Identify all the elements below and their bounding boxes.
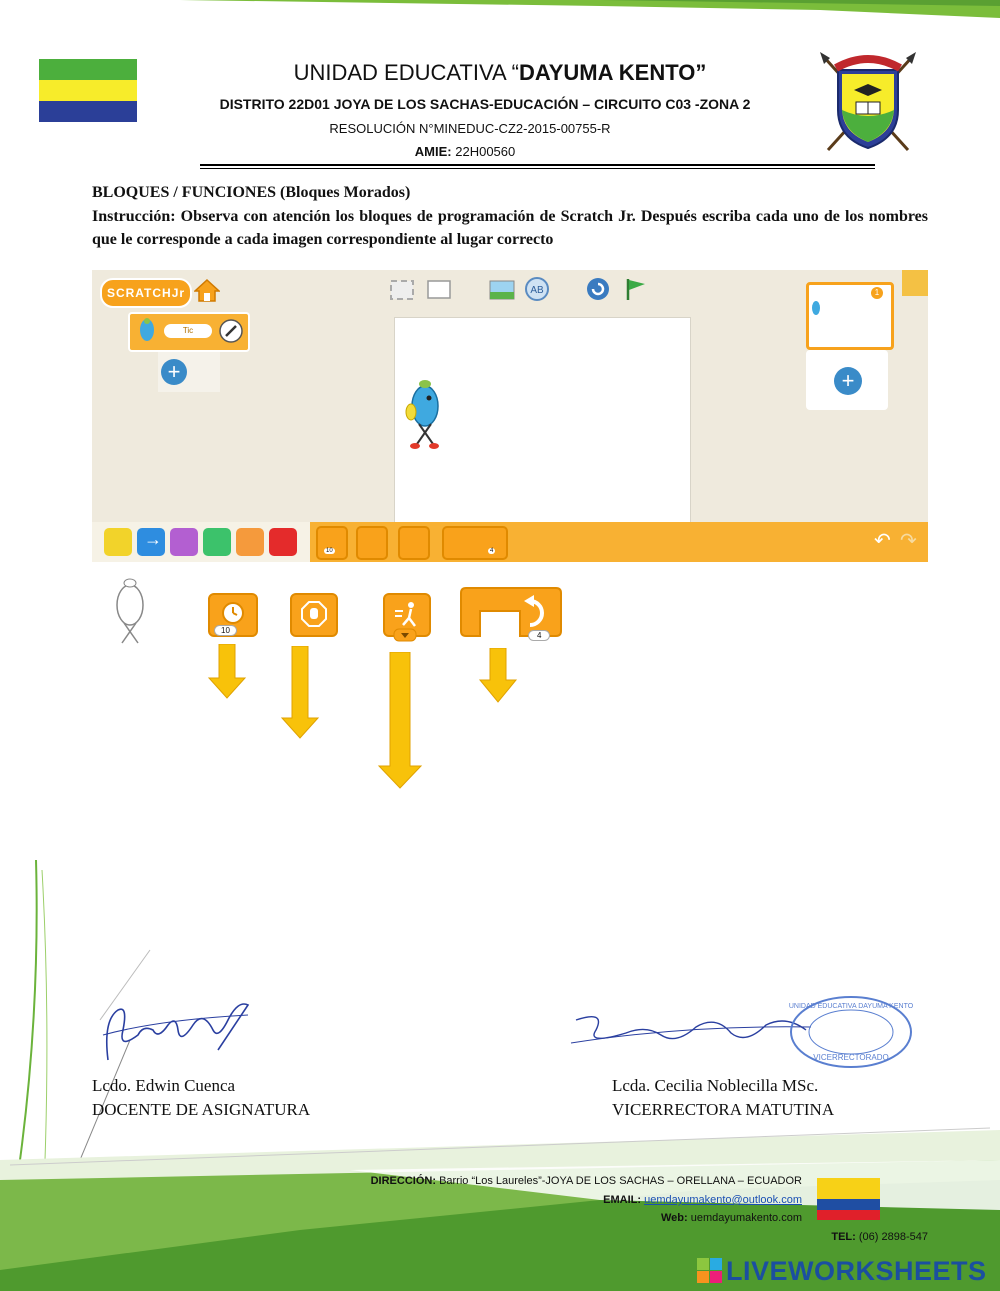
arrow-down-1	[207, 644, 247, 700]
stage	[394, 317, 691, 524]
top-decoration	[0, 0, 1000, 22]
category-triggers[interactable]	[104, 528, 132, 556]
home-icon[interactable]	[194, 278, 220, 302]
scratchjr-logo: SCRATCHJr	[100, 278, 192, 308]
tel-label: TEL:	[831, 1231, 856, 1243]
footer-tel	[780, 1231, 928, 1243]
arrow-down-2	[280, 646, 320, 740]
address-text: Barrio “Los Laureles”-JOYA DE LOS SACHAS – ORELLANA – ECUADOR	[439, 1175, 802, 1187]
web-text: uemdayumakento.com	[690, 1212, 802, 1224]
fullscreen-icon[interactable]	[388, 278, 416, 302]
reset-icon[interactable]	[585, 276, 611, 302]
footer-email	[300, 1194, 802, 1206]
category-control[interactable]	[236, 528, 264, 556]
header-rule	[200, 164, 875, 166]
arrow-down-4	[478, 648, 518, 704]
ecuador-stripe-yellow	[817, 1178, 880, 1199]
stamp-top-text: UNIDAD EDUCATIVA DAYUMA KENTO	[788, 1003, 914, 1010]
flag-stripe-blue	[39, 101, 137, 122]
palette-wait-count: 10	[326, 548, 333, 554]
sprite-name: Tic	[164, 324, 212, 338]
stop-icon	[301, 601, 327, 627]
palette-repeat-count: 4	[490, 548, 494, 554]
scratchjr-screenshot	[92, 270, 928, 562]
page-number: 1	[871, 287, 883, 299]
address-label: DIRECCIÓN:	[370, 1175, 436, 1187]
official-stamp	[788, 994, 914, 1070]
right-signature	[566, 1005, 816, 1055]
redo-icon[interactable]: ↷	[900, 530, 917, 552]
palette-speed-block[interactable]	[398, 526, 430, 560]
category-sound[interactable]	[203, 528, 231, 556]
wait-icon	[220, 599, 246, 625]
web-label: Web:	[660, 1212, 688, 1224]
flag-stripe-yellow	[39, 80, 137, 101]
ecuador-stripe-red	[817, 1210, 880, 1220]
stamp-bottom-text: VICERRECTORADO	[813, 1053, 889, 1062]
school-crest-logo	[818, 50, 918, 152]
vicerrector-name: Lcda. Cecilia Noblecilla MSc.	[612, 1076, 819, 1095]
page-thumbnail[interactable]	[806, 282, 894, 350]
grid-icon[interactable]	[426, 278, 452, 302]
section-title: BLOQUES / FUNCIONES (Bloques Morados)	[92, 184, 411, 201]
sprite-thumbnail-icon	[136, 316, 158, 348]
school-prefix: UNIDAD EDUCATIVA “	[293, 60, 519, 85]
amie-value: 22H00560	[455, 144, 516, 159]
speed-dropdown-icon	[393, 628, 417, 642]
vicerrector-role: VICERRECTORA MATUTINA	[612, 1100, 835, 1119]
email-link[interactable]: uemdayumakento@outlook.com	[644, 1194, 802, 1206]
repeat-value: 4	[528, 630, 550, 641]
resolution-line: RESOLUCIÓN N°MINEDUC-CZ2-2015-00755-R	[329, 121, 611, 136]
category-end[interactable]	[269, 528, 297, 556]
wait-value: 10	[214, 625, 237, 636]
flag-stripe-green	[39, 59, 137, 80]
district-line: DISTRITO 22D01 JOYA DE LOS SACHAS-EDUCACIÓN – CIRCUITO C03 -ZONA 2	[219, 96, 751, 112]
instruction-text: Instrucción: Observa con atención los bloques de programación de Scratch Jr. Después escriba cada uno de los nombres que le corresponde a cada imagen correspondiente al lugar correcto	[92, 208, 928, 248]
speed-icon	[393, 601, 421, 627]
tel-text: (06) 2898-547	[858, 1231, 928, 1243]
category-looks[interactable]	[170, 528, 198, 556]
school-name: DAYUMA KENTO”	[518, 60, 707, 85]
stop-block	[290, 593, 338, 637]
footer-web	[300, 1212, 802, 1224]
teacher-name: Lcdo. Edwin Cuenca	[92, 1076, 236, 1095]
palette-wait-block[interactable]	[316, 526, 348, 560]
character-sprite[interactable]	[403, 376, 447, 452]
add-page-button[interactable]: +	[834, 367, 862, 395]
footer-address	[300, 1175, 802, 1187]
page-sprite-icon	[811, 299, 821, 317]
liveworksheets-brand[interactable]: LIVEWORKSHEETS	[726, 1256, 987, 1286]
svg-text:AB: AB	[530, 285, 544, 296]
page-fold	[902, 270, 928, 296]
left-signature	[98, 990, 258, 1070]
background-icon[interactable]	[488, 278, 516, 302]
arrow-down-3	[377, 652, 423, 790]
amie-line	[360, 144, 570, 159]
header-rule-thin	[200, 168, 875, 169]
character-outline-icon	[108, 575, 152, 651]
motion-arrow-icon: →	[144, 529, 162, 549]
paintbrush-icon[interactable]	[218, 318, 244, 344]
teacher-role: DOCENTE DE ASIGNATURA	[92, 1100, 311, 1119]
sprite-card[interactable]	[128, 312, 250, 352]
email-label: EMAIL:	[603, 1194, 642, 1206]
school-title	[200, 60, 800, 86]
liveworksheets-logo-icon	[697, 1258, 723, 1284]
institution-flag	[39, 59, 137, 122]
palette-stop-block[interactable]	[356, 526, 388, 560]
ecuador-stripe-blue	[817, 1199, 880, 1210]
palette-repeat-block[interactable]	[442, 526, 508, 560]
amie-label: AMIE:	[414, 144, 452, 159]
add-sprite-button[interactable]: +	[161, 359, 187, 385]
ecuador-flag	[817, 1178, 880, 1220]
green-flag-icon[interactable]	[622, 276, 648, 302]
undo-icon[interactable]: ↶	[874, 530, 891, 552]
text-icon[interactable]	[524, 276, 550, 302]
